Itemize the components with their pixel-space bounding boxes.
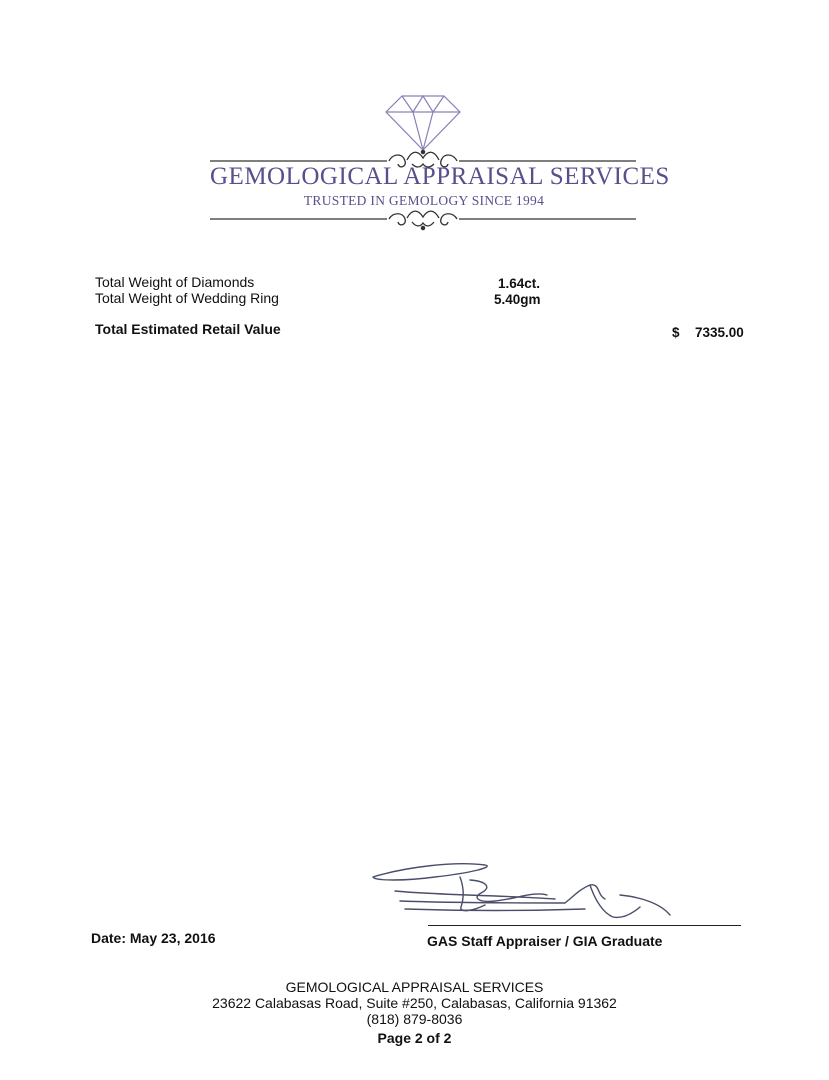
bottom-rule xyxy=(210,211,636,229)
total-value-amount: 7335.00 xyxy=(695,325,744,340)
diamond-weight-value: 1.64ct. xyxy=(498,276,541,291)
signature-line xyxy=(428,925,741,926)
ring-weight-label: Total Weight of Wedding Ring xyxy=(95,290,279,306)
letterhead-company-name: GEMOLOGICAL APPRAISAL SERVICES xyxy=(210,163,670,190)
date-text: Date: May 23, 2016 xyxy=(91,930,216,946)
total-value-label: Total Estimated Retail Value xyxy=(95,321,281,337)
appraiser-title: GAS Staff Appraiser / GIA Graduate xyxy=(427,933,663,949)
footer-address: 23622 Calabasas Road, Suite #250, Calabasas, California 91362 xyxy=(212,995,617,1011)
diamond-weight-label: Total Weight of Diamonds xyxy=(95,274,255,290)
footer-phone: (818) 879-8036 xyxy=(366,1011,463,1027)
currency-symbol: $ xyxy=(672,325,680,340)
appraiser-signature xyxy=(365,855,675,925)
page-number: Page 2 of 2 xyxy=(377,1030,452,1046)
diamond-logo-icon xyxy=(386,96,460,150)
footer-company: GEMOLOGICAL APPRAISAL SERVICES xyxy=(285,979,544,995)
ring-weight-value: 5.40gm xyxy=(494,292,541,307)
letterhead-tagline: TRUSTED IN GEMOLOGY SINCE 1994 xyxy=(303,193,545,208)
